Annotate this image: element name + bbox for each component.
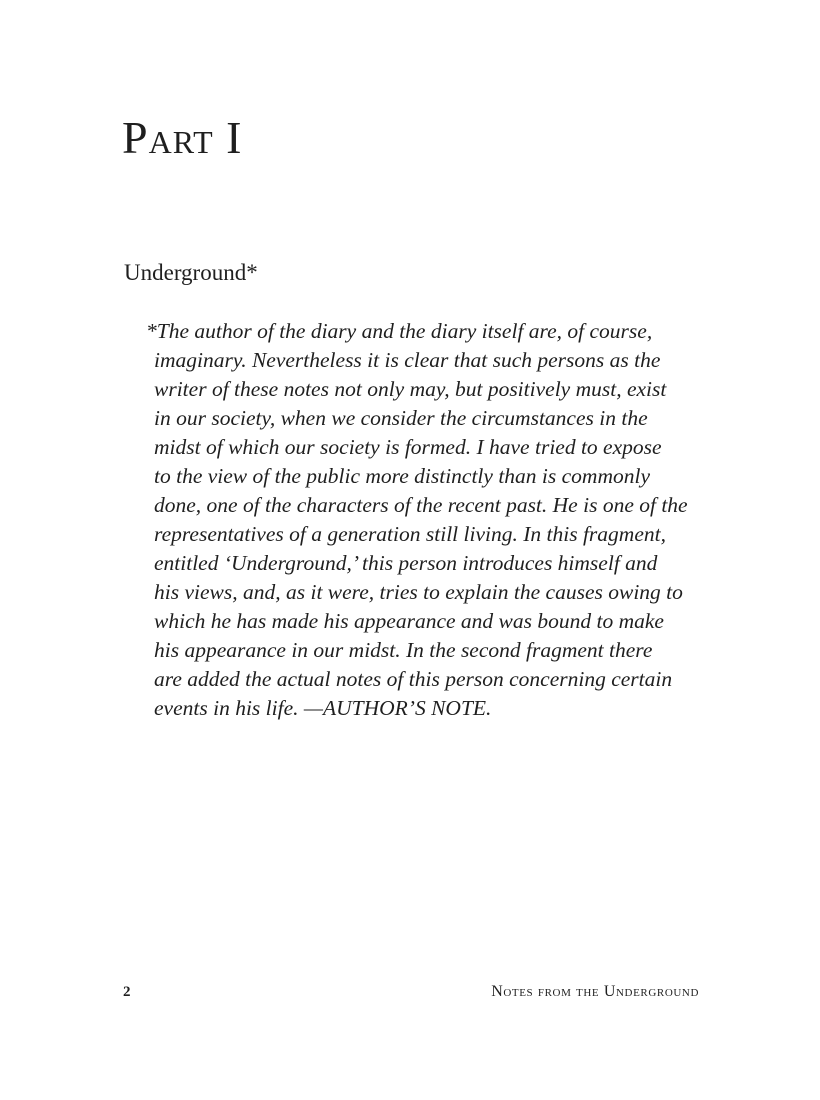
footnote-line: done, one of the characters of the recent past. He is one of the	[154, 493, 688, 517]
footnote-line: entitled ‘Underground,’ this person introduces himself and	[154, 551, 658, 575]
page-number: 2	[123, 984, 131, 1000]
footnote-line: events in his life. —AUTHOR’S NOTE.	[154, 696, 492, 720]
footnote-line: his views, and, as it were, tries to explain the causes owing to	[154, 580, 683, 604]
running-head: Notes from the Underground	[491, 983, 699, 1000]
footnote-line: which he has made his appearance and was bound to make	[154, 609, 664, 633]
footnote-line: are added the actual notes of this person concerning certain	[154, 667, 673, 691]
footnote-line: imaginary. Nevertheless it is clear that such persons as the	[154, 348, 661, 372]
footnote-line: to the view of the public more distinctly than is commonly	[154, 464, 651, 488]
footnote-line: writer of these notes not only may, but positively must, exist	[154, 377, 667, 401]
page-title: Part I	[122, 112, 243, 163]
footnote-line: in our society, when we consider the circumstances in the	[154, 406, 648, 430]
footnote-line: midst of which our society is formed. I have tried to expose	[154, 435, 662, 459]
section-heading: Underground*	[124, 260, 258, 285]
footnote-line: representatives of a generation still living. In this fragment,	[154, 522, 666, 546]
author-footnote	[146, 317, 699, 723]
footnote-line: his appearance in our midst. In the second fragment there	[154, 638, 653, 662]
footnote-line: *The author of the diary and the diary itself are, of course,	[146, 319, 653, 343]
